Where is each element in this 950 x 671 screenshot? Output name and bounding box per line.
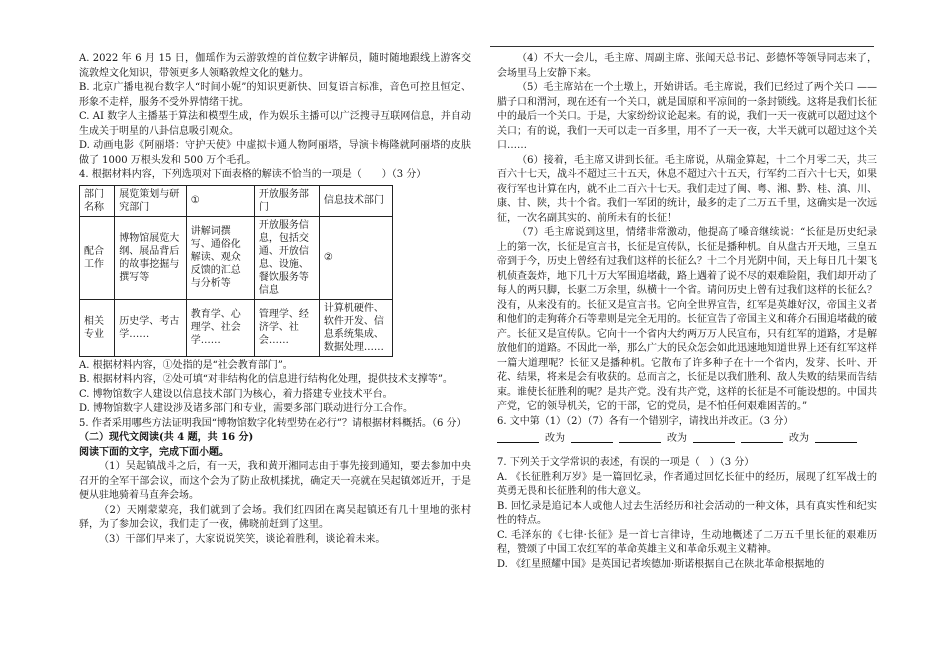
passage-paragraph-2: （2）天刚蒙蒙亮，我们就到了会场。我们红四团在离吴起镇还有几十里地的张村驿，为了参加会议，我们走了一夜，佛晓前赶到了这里。 — [79, 504, 471, 530]
table-cell: 部门名称 — [80, 185, 115, 216]
table-row — [80, 299, 393, 356]
section-heading: （二）现代文阅读(共 4 题，共 16 分) — [79, 432, 254, 443]
table-cell: 博物馆展览大纲、展品背后的故事挖掘与撰写等 — [115, 216, 186, 299]
q7-option-b: B. 回忆录是追记本人或他人过去生活经历和社会活动的一种文体，具有真实性和纪实性的特点。 — [497, 500, 877, 526]
q6-answer-blanks — [497, 431, 877, 446]
material-table — [79, 185, 393, 357]
q7-option-a: A. 《长征胜利万岁》是一篇回忆录，作者通过回忆长征中的经历，展现了红军战士的英勇无畏和长征胜利的伟大意义。 — [497, 471, 877, 497]
table-cell: 讲解词撰写、通俗化解读、观众反馈的汇总与分析等 — [186, 216, 254, 299]
table-row — [80, 216, 393, 299]
table-cell: 信息技术部门 — [319, 185, 392, 216]
table-cell: 开放服务信息，包括交通、开放信息、设施、餐饮服务等信息 — [254, 216, 319, 299]
table-cell: 开放服务部门 — [254, 185, 319, 216]
reading-instruction: 阅读下面的文字，完成下面小题。 — [79, 446, 229, 458]
change-label: 改为 — [667, 433, 687, 444]
question-4: 4. 根据材料内容，下列选项对下面表格的解读不恰当的一项是（ ）（3 分） — [79, 169, 427, 180]
change-label: 改为 — [789, 433, 809, 444]
table-cell: 历史学、考古学…… — [115, 299, 186, 356]
q4-option-d: D. 博物馆数字人建设涉及诸多部门和专业，需要多部门联动进行分工合作。 — [79, 403, 414, 414]
left-column — [79, 52, 471, 547]
passage-paragraph-7: （7）毛主席说到这里，情绪非常激动，他提高了嗓音继续说：“长征是历史纪录上的第一次，长征是宣言书，长征是宣传队，长征是播种机。自从盘古开天地，三皇五帝到于今，历史上曾经有过我们这样的长征么？十二个月光阴中间，天上每日几十架飞机侦查轰炸，地下几十万大军围追堵截，路上遇着了说不尽的艰难险阻，我们却开动了每人的两只脚，长驱二万余里，纵横十一个省。请问历史上曾有过我们这样的长征么？没有，从来没有的。长征又是宣言书。它向全世界宣告，红军是英雄好汉，帝国主义者和他们的走狗蒋介石等辈则是完全无用的。长征宣告了帝国主义和蒋介石围追堵截的破产。长征又是宣传队。它向十一个省内大约两万万人民宣布，只有红军的道路，才是解放他们的道路。不因此一举，那么广大的民众怎会如此迅速地知道世界上还有红军这样一篇大道理呢？长征又是播种机。它散布了许多种子在十一个省内，发芽、长叶、开花、结果，将来是会有收获的。总而言之，长征是以我们胜利、敌人失败的结果而告结束。谁使长征胜利的呢？是共产党。没有共产党，这样的长征是不可能设想的。中国共产党，它的领导机关，它的干部，它的党员，是不怕任何艰难困苦的。” — [497, 227, 877, 412]
answer-blank[interactable] — [497, 431, 539, 443]
q4-option-c: C. 博物馆数字人建设以信息技术部门为核心，着力搭建专业技术平台。 — [79, 388, 393, 400]
answer-blank[interactable] — [741, 431, 783, 443]
option-c: C. AI 数字人主播基于算法和模型生成，作为娱乐主播可以广泛搜寻互联网信息，并自动生成关于明星的八卦信息吸引观众。 — [79, 111, 471, 137]
option-d: D. 动画电影《阿丽塔：守护天使》中虚拟卡通人物阿丽塔，导演卡梅隆就阿丽塔的皮肤做了 1000 万根头发和 500 万个毛孔。 — [79, 140, 471, 166]
table-cell: 配合工作 — [80, 216, 115, 299]
table-cell: 教育学、心理学、社会学…… — [186, 299, 254, 356]
passage-paragraph-4: （4）不大一会儿，毛主席、周副主席、张闻天总书记、彭德怀等领导同志来了，会场里马上安静下来。 — [497, 53, 877, 79]
table-cell: 展览策划与研究部门 — [115, 185, 186, 216]
change-label: 改为 — [545, 433, 565, 444]
passage-paragraph-5: （5）毛主席站在一个土墩上，开始讲话。毛主席说，我们已经过了两个关口 —— 腊子口和渭河，现在还有一个关口，就是国原和平凉间的一条封锁线。这将是我们长征中的最后一个关口。于是，大家纷纷议论起来。有的说，我们一天一夜就可以超过这个关口；有的说，我们一天可以走一百多里，用不了一天一夜，大半天就可以超过这个关口…… — [497, 82, 877, 151]
q7-option-d: D. 《红星照耀中国》是英国记者埃德加·斯诺根据自己在陕北革命根据地的 — [497, 558, 825, 570]
passage-paragraph-1: （1）吴起镇战斗之后，有一天，我和黄开湘同志由于事先接到通知，要去参加中央召开的全军干部会议，而这个会为了防止敌机揉扰，确定天一亮就在吴起镇郊近开，于是便从驻地骑着马直奔会场。 — [79, 461, 471, 501]
passage-paragraph-3: （3）干部们早来了，大家说说笑笑，谈论着胜利，谈论着未来。 — [99, 533, 386, 545]
q4-option-a: A. 根据材料内容，①处指的是“社会教育部门”。 — [79, 359, 293, 371]
table-row — [80, 185, 393, 216]
question-7: 7. 下列关于文学常识的表述，有误的一项是（ ）（3 分） — [497, 457, 755, 468]
answer-blank[interactable] — [693, 431, 735, 443]
right-column — [497, 52, 877, 572]
question-5: 5. 作者采用哪些方法证明我国“博物馆数字化转型势在必行”？请根据材料概括。（6 分） — [79, 417, 467, 429]
question-6: 6. 文中第（1）（2）（7）各有一个错别字，请找出并改正。（3 分） — [497, 415, 794, 427]
table-cell: ② — [319, 216, 392, 299]
header-rule — [490, 46, 874, 47]
answer-blank[interactable] — [815, 431, 857, 443]
passage-paragraph-6: （6）接着，毛主席又讲到长征。毛主席说，从瑞金算起，十二个月零二天，共三百六十七天，战斗不超过三十五天，休息不超过六十五天，行军约二百六十七天，如果夜行军也计算在内，就不止二百六十七天。我们走过了闽、粤、湘、黔、桂、滇、川、康、甘、陕，共十个省。我们一军团的统计，最多的走了二万五千里，这确实是一次远征，一次名副其实的、前所未有的长征！ — [497, 154, 877, 224]
answer-blank[interactable] — [619, 431, 661, 443]
answer-blank[interactable] — [571, 431, 613, 443]
table-cell: 相关专业 — [80, 299, 115, 356]
table-cell: 管理学、经济学、社会…… — [254, 299, 319, 356]
option-a: A. 2022 年 6 月 15 日，伽瑶作为云游敦煌的首位数字讲解员，随时随地跟线上游客交流敦煌文化知识，带领更多人领略敦煌文化的魅力。 — [79, 53, 471, 79]
table-cell: ① — [186, 185, 254, 216]
q7-option-c: C. 毛泽东的《七律·长征》是一首七言律诗，生动地概述了二万五千里长征的艰难历程，赞颂了中国工农红军的革命英雄主义和革命乐观主义精神。 — [497, 529, 877, 555]
option-b: B. 北京广播电视台数字人“时间小妮”的知识更新快、回复语言标准，音色可控且恒定、形象不走样，服务不受外界情绪干扰。 — [79, 82, 471, 108]
q4-option-b: B. 根据材料内容，②处可填“对非结构化的信息进行结构化处理，提供技术支撑等”。 — [79, 374, 453, 385]
table-cell: 计算机硬件、软件开发、信息系统集成、数据处理…… — [319, 299, 392, 356]
